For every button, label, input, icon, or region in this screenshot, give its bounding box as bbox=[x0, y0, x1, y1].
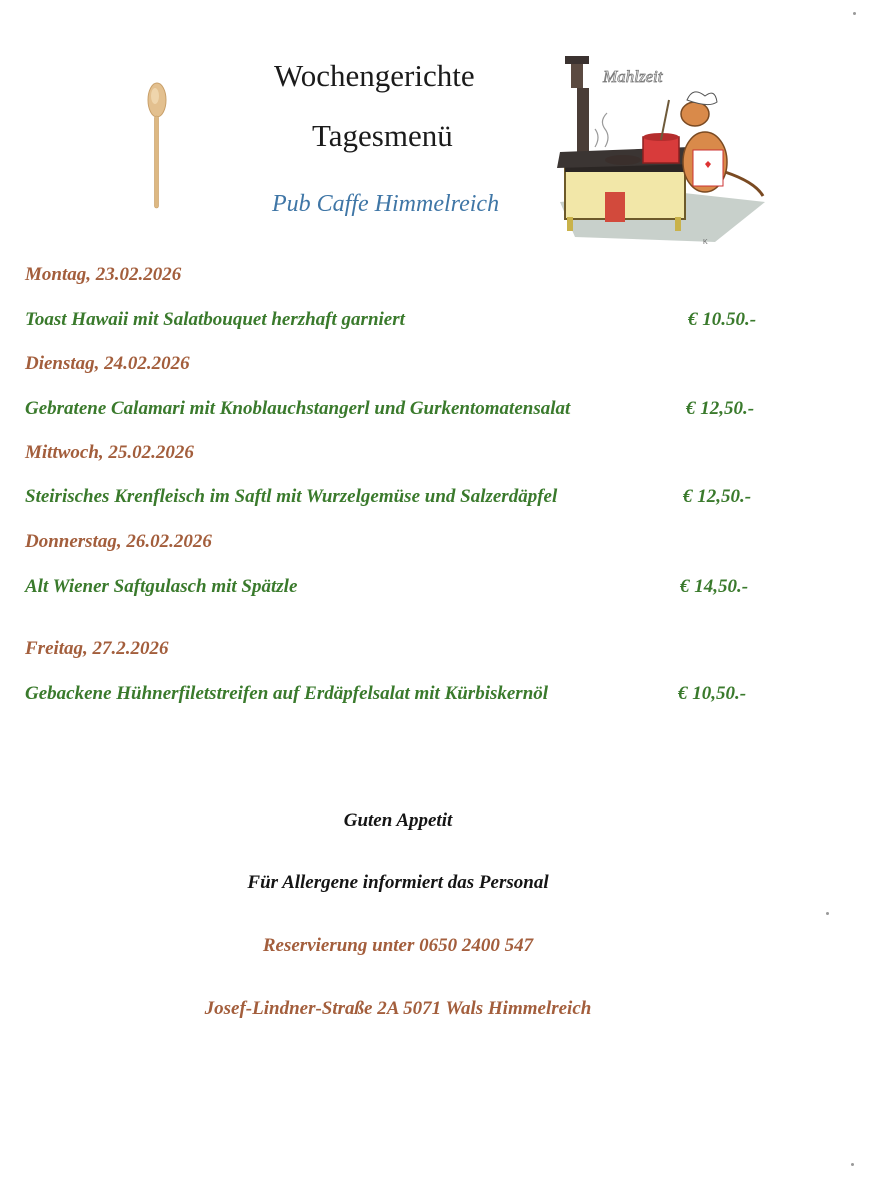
dish-tuesday: Gebratene Calamari mit Knoblauchstangerl und Gurkentomatensalat bbox=[25, 398, 571, 419]
day-tuesday: Dienstag, 24.02.2026 bbox=[25, 353, 190, 374]
day-friday: Freitag, 27.2.2026 bbox=[25, 638, 169, 659]
scan-speck bbox=[851, 1163, 854, 1166]
dish-monday: Toast Hawaii mit Salatbouquet herzhaft garniert bbox=[25, 309, 405, 330]
greeting: Guten Appetit bbox=[343, 810, 453, 831]
address: Josef-Lindner-Straße 2A 5071 Wals Himmelreich bbox=[204, 998, 592, 1019]
scan-speck bbox=[853, 12, 856, 15]
allergen-note: Für Allergene informiert das Personal bbox=[247, 872, 549, 893]
page-title-line1: Wochengerichte bbox=[274, 58, 475, 93]
price-monday: € 10.50.- bbox=[688, 309, 757, 330]
scan-speck bbox=[826, 912, 829, 915]
illustration-caption: Mahlzeit bbox=[603, 67, 663, 86]
dish-wednesday: Steirisches Krenfleisch im Saftl mit Wurzelgemüse und Salzerdäpfel bbox=[25, 486, 558, 507]
dish-friday: Gebackene Hühnerfiletstreifen auf Erdäpfelsalat mit Kürbiskernöl bbox=[25, 683, 549, 704]
price-thursday: € 14,50.- bbox=[680, 576, 749, 597]
wooden-spoon-icon bbox=[140, 80, 174, 212]
price-tuesday: € 12,50.- bbox=[686, 398, 755, 419]
price-wednesday: € 12,50.- bbox=[683, 486, 752, 507]
day-thursday: Donnerstag, 26.02.2026 bbox=[25, 531, 212, 552]
reservation-phone: Reservierung unter 0650 2400 547 bbox=[262, 935, 534, 956]
day-monday: Montag, 23.02.2026 bbox=[25, 264, 182, 285]
price-friday: € 10,50.- bbox=[678, 683, 747, 704]
venue-name: Pub Caffe Himmelreich bbox=[272, 191, 500, 217]
dish-thursday: Alt Wiener Saftgulasch mit Spätzle bbox=[25, 576, 298, 597]
stove-chef-illustration bbox=[555, 52, 770, 252]
day-wednesday: Mittwoch, 25.02.2026 bbox=[25, 442, 194, 463]
page-title-line2: Tagesmenü bbox=[312, 118, 453, 153]
svg-text:K: K bbox=[703, 239, 708, 246]
